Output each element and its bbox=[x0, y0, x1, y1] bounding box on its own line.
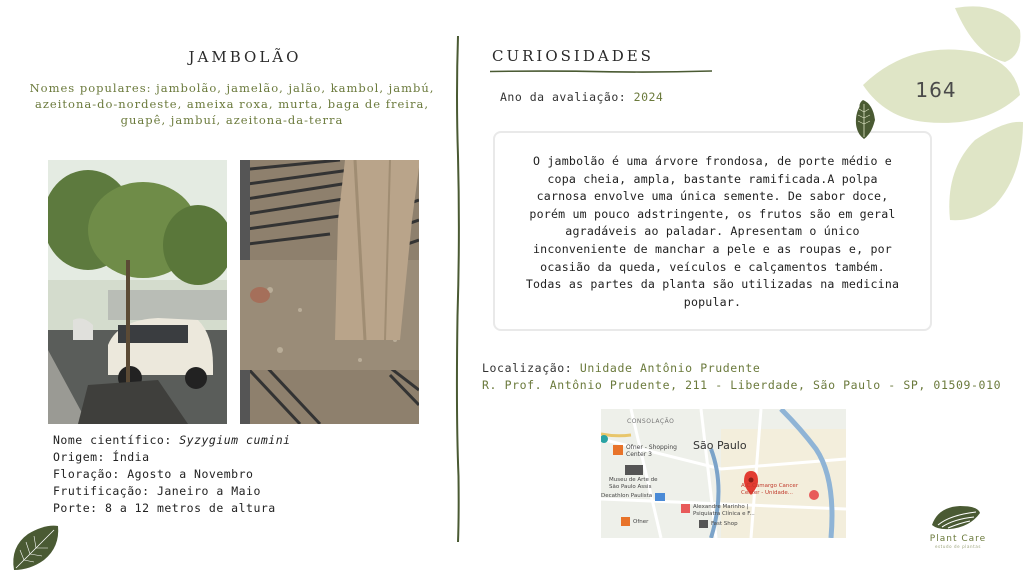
heading-underline bbox=[490, 70, 712, 73]
location-label: Localização: bbox=[482, 361, 573, 375]
column-divider bbox=[455, 36, 461, 542]
plant-number-badge: 164 bbox=[915, 78, 957, 102]
map-poi-masp: Museu de Arte de São Paulo Assis bbox=[609, 477, 658, 490]
map-poi-accamargo: A.C.Camargo Cancer Center - Unidade... bbox=[741, 483, 799, 496]
map-poi-ofner-shopping: Ofner - Shopping Center 3 bbox=[626, 444, 677, 458]
leaf-cluster-decoration bbox=[855, 0, 1024, 230]
evaluation-year bbox=[500, 90, 663, 104]
flowering-value: Agosto a Novembro bbox=[127, 467, 254, 481]
fruiting-label: Frutificação: bbox=[53, 484, 150, 498]
location-block bbox=[482, 360, 1001, 394]
scientific-name: Syzygium cumini bbox=[179, 433, 291, 447]
plant-care-logo-icon bbox=[930, 503, 982, 533]
map-district: CONSOLAÇÃO bbox=[627, 418, 675, 425]
size-value: 8 a 12 metros de altura bbox=[104, 501, 276, 515]
map-poi-alexandre: Alexandre Marinho | Psiquiatra Clínica e F... bbox=[693, 504, 755, 517]
location-row bbox=[482, 360, 1001, 377]
scientific-name-row bbox=[53, 432, 433, 449]
origin-row bbox=[53, 449, 433, 466]
map-poi-ofner: Ofner bbox=[633, 519, 649, 525]
year-value: 2024 bbox=[633, 90, 664, 104]
corner-leaf-icon bbox=[10, 522, 60, 572]
brand-tagline: estudo de plantas bbox=[934, 544, 982, 549]
size-row bbox=[53, 500, 433, 517]
small-dark-leaf-icon bbox=[852, 100, 876, 140]
popular-label: Nomes populares: bbox=[29, 81, 152, 95]
popular-names-value: jambolão, jamelão, jalão, kambol, jambú, azeitona-do-nordeste, ameixa roxa, murta, baga de freira, guapê, jambuí, azeitona-da-terra bbox=[35, 81, 435, 127]
map-city: São Paulo bbox=[693, 439, 747, 452]
popular-names bbox=[20, 80, 444, 128]
leaf-bottom-icon bbox=[949, 122, 1023, 220]
fruiting-value: Janeiro a Maio bbox=[156, 484, 261, 498]
location-unit: Unidade Antônio Prudente bbox=[579, 361, 761, 375]
curiosities-heading: CURIOSIDADES bbox=[492, 47, 654, 65]
flowering-label: Floração: bbox=[53, 467, 120, 481]
map-poi-fastshop: Fast Shop bbox=[711, 521, 738, 527]
flowering-row bbox=[53, 466, 433, 483]
brand-name: Plant Care bbox=[929, 534, 987, 544]
location-address: R. Prof. Antônio Prudente, 211 - Liberdade, São Paulo - SP, 01509-010 bbox=[482, 378, 1002, 392]
tree-photo bbox=[48, 160, 227, 424]
location-map[interactable] bbox=[601, 409, 846, 538]
plant-title: JAMBOLÃO bbox=[188, 48, 302, 66]
plant-facts bbox=[53, 432, 433, 517]
curiosities-text: O jambolão é uma árvore frondosa, de porte médio e copa cheia, ampla, bastante ramificada.A polpa carnosa envolve uma única semente. De sabor doce, porém um pouco adstringente, os frutos são em geral agradáveis ao paladar. Apresentam o único inconveniente de manchar a pele e as roupas e, por ocasião da queda, veículos e calçamentos também. Todas as partes da planta são utilizadas na medicina popular. bbox=[525, 154, 900, 309]
trunk-photo bbox=[240, 160, 419, 424]
fruiting-row bbox=[53, 483, 433, 500]
scientific-label: Nome científico: bbox=[53, 433, 172, 447]
size-label: Porte: bbox=[53, 501, 98, 515]
origin-label: Origem: bbox=[53, 450, 105, 464]
year-label: Ano da avaliação: bbox=[500, 90, 627, 104]
map-poi-decathlon: Decathlon Paulista bbox=[601, 493, 653, 499]
origin-value: Índia bbox=[112, 450, 150, 464]
